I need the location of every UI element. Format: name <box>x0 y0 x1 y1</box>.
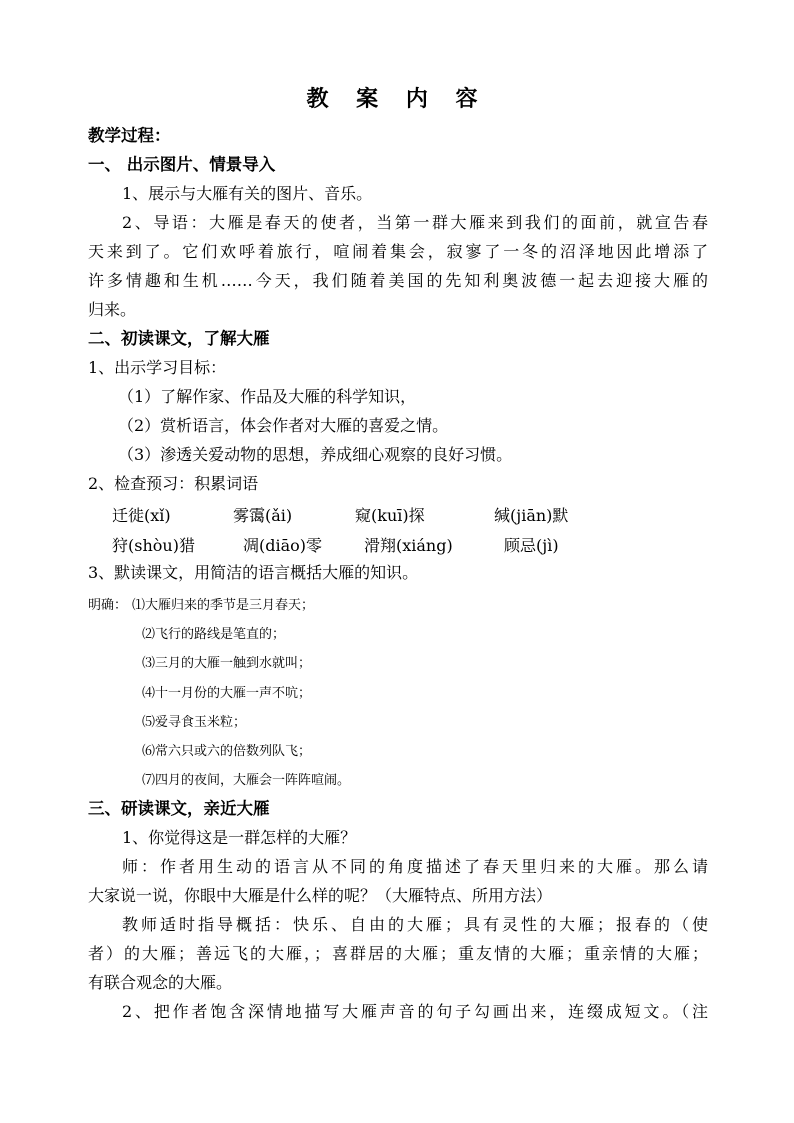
process-label: 教学过程： <box>88 126 171 145</box>
vocab-word: 窥(kuī)探 <box>355 506 425 525</box>
s2-read-label: 3、默读课文，用简洁的语言概括大雁的知识。 <box>88 563 419 582</box>
s1-intro-line-1: 2、导语：大雁是春天的使者，当第一群大雁来到我们的面前，就宣告春 <box>122 213 708 232</box>
vocab-word: 顾忌(jì) <box>504 536 559 555</box>
s1-intro-line-3: 许多情趣和生机……今天，我们随着美国的先知利奥波德一起去迎接大雁的 <box>88 271 708 290</box>
answer-item: ⑷十一月份的大雁一声不吭； <box>142 686 312 701</box>
s3-guide-line-2: 者）的大雁；善远飞的大雁，；喜群居的大雁；重友情的大雁；重亲情的大雁； <box>88 944 708 963</box>
vocab-word: 雾霭(ǎi) <box>233 506 293 525</box>
answer-item: ⑶三月的大雁一触到水就叫； <box>142 656 312 671</box>
answer-label: 明确： <box>88 598 128 613</box>
section-1-heading: 一、 出示图片、情景导入 <box>88 155 276 174</box>
s1-item-1: 1、展示与大雁有关的图片、音乐。 <box>122 184 373 203</box>
s3-question-2: 2、把作者饱含深情地描写大雁声音的句子勾画出来，连缀成短文。（注 <box>122 1002 708 1021</box>
vocab-word: 滑翔(xiáng) <box>364 536 453 555</box>
s3-guide-line-1: 教师适时指导概括：快乐、自由的大雁；具有灵性的大雁；报春的（使 <box>122 915 708 934</box>
s2-goal-1: （1）了解作家、作品及大雁的科学知识， <box>118 387 417 406</box>
vocab-word: 缄(jiān)默 <box>494 506 569 525</box>
vocab-word: 凋(diāo)零 <box>243 536 323 555</box>
section-2-heading: 二、初读课文，了解大雁 <box>88 329 270 348</box>
answer-item: ⑵飞行的路线是笔直的； <box>142 627 286 642</box>
section-3-heading: 三、研读课文，亲近大雁 <box>88 799 270 818</box>
answer-item: ⑹常六只或六的倍数列队飞； <box>142 744 312 759</box>
s3-question-1: 1、你觉得这是一群怎样的大雁？ <box>122 828 357 847</box>
s2-preview-label: 2、检查预习：积累词语 <box>88 474 259 493</box>
s3-teacher-line-1: 师：作者用生动的语言从不同的角度描述了春天里归来的大雁。那么请 <box>122 857 708 876</box>
vocab-word: 迁徙(xǐ) <box>112 506 171 525</box>
s3-guide-line-3: 有联合观念的大雁。 <box>88 973 233 992</box>
page-title: 教 案 内 容 <box>306 87 488 112</box>
s1-intro-line-4: 归来。 <box>88 300 137 319</box>
s1-intro-line-2: 天来到了。它们欢呼着旅行，喧闹着集会，寂寥了一冬的沼泽地因此增添了 <box>88 242 708 261</box>
answer-item: ⑴大雁归来的季节是三月春天； <box>132 598 315 613</box>
s2-goal-2: （2）赏析语言，体会作者对大雁的喜爱之情。 <box>118 416 449 435</box>
s3-teacher-line-2: 大家说一说，你眼中大雁是什么样的呢？（大雁特点、所用方法） <box>88 886 553 905</box>
s2-goal-label: 1、出示学习目标： <box>88 358 227 377</box>
vocab-word: 狩(shòu)猎 <box>112 536 195 555</box>
answer-item: ⑸爱寻食玉米粒； <box>142 715 247 730</box>
s2-goal-3: （3）渗透关爱动物的思想，养成细心观察的良好习惯。 <box>118 445 513 464</box>
answer-item: ⑺四月的夜间，大雁会一阵阵喧闹。 <box>142 773 351 788</box>
